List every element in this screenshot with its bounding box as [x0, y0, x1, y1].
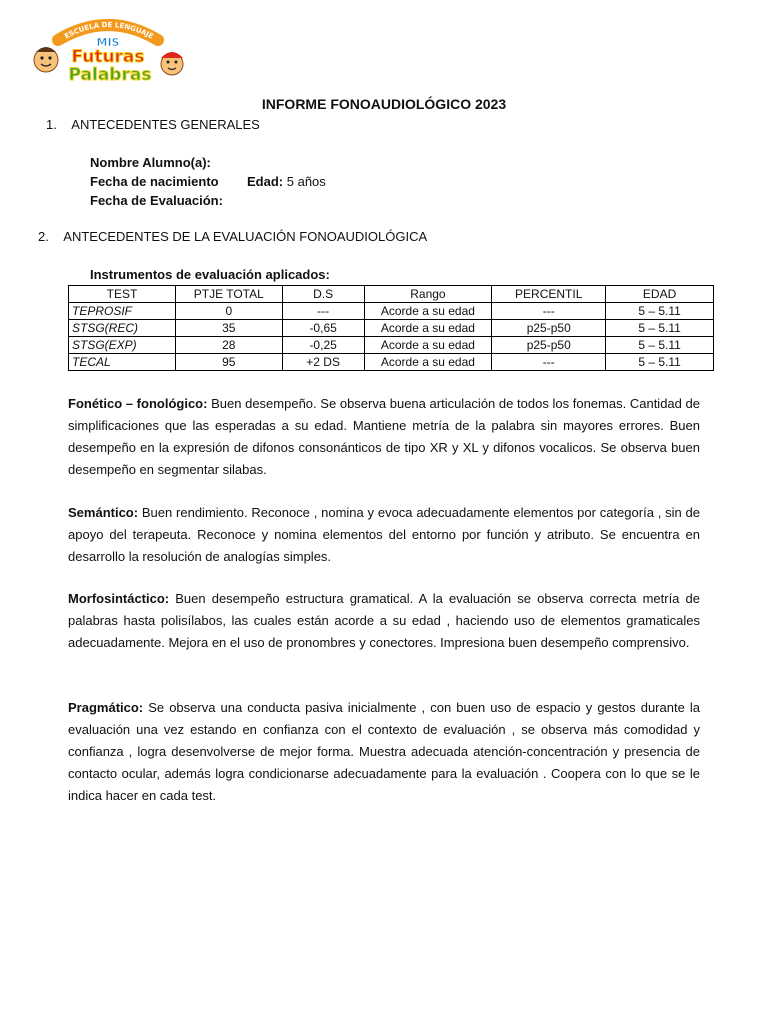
paragraph-label: Pragmático:: [68, 700, 144, 715]
table-header-cell: EDAD: [606, 286, 714, 303]
paragraph-semantico: [68, 502, 700, 568]
table-header-cell: D.S: [282, 286, 364, 303]
school-logo-graphic: [30, 16, 186, 86]
paragraph-text: Buen desempeño. Se observa buena articulación de todos los fonemas. Cantidad de simplificaciones que las esperadas a su edad. Mantiene metría de la palabra sin mayores errores. Buen desempeño en la expresión de difonos consonánticos de tipo XR y XL y difonos vocalicos. Se observa buen desempeño en segmentar silabas.: [68, 396, 700, 477]
paragraph-label: Semántico:: [68, 505, 139, 520]
table-cell: -0,65: [282, 320, 364, 337]
table-header-cell: TEST: [69, 286, 176, 303]
field-edad: [247, 174, 326, 189]
table-cell: 5 – 5.11: [606, 303, 714, 320]
table-cell: 5 – 5.11: [606, 320, 714, 337]
field-fecha-evaluacion: Fecha de Evaluación:: [90, 193, 223, 208]
table-header-cell: PERCENTIL: [492, 286, 606, 303]
table-cell-test: TEPROSIF: [69, 303, 176, 320]
logo-line1: MIS: [96, 36, 120, 49]
table-cell: ---: [282, 303, 364, 320]
table-cell: ---: [492, 303, 606, 320]
table-row: [69, 320, 714, 337]
school-logo: [30, 16, 186, 86]
table-row: [69, 354, 714, 371]
table-cell: -0,25: [282, 337, 364, 354]
table-cell-test: TECAL: [69, 354, 176, 371]
section-1-heading: 1. ANTECEDENTES GENERALES: [46, 117, 260, 132]
paragraph-morfosintactico: [68, 588, 700, 654]
paragraph-text: Se observa una conducta pasiva inicialmente , con buen uso de espacio y gestos durante la evaluación una vez estando en confianza con el contexto de evaluación , se observa más comodidad y confianza , logra desenvolverse de mejor forma. Muestra adecuada atención-concentración y presencia de contacto ocular, además logra condicionarse adecuadamente para la evaluación . Coopera con lo que se le indica hacer en cada test.: [68, 700, 700, 803]
table-cell-test: STSG(REC): [69, 320, 176, 337]
logo-arc-text: ESCUELA DE LENGUAJE: [63, 20, 155, 41]
instrumentos-label: Instrumentos de evaluación aplicados:: [90, 267, 330, 282]
table-header-cell: PTJE TOTAL: [175, 286, 282, 303]
paragraph-label: Morfosintáctico:: [68, 591, 170, 606]
paragraph-text: Buen rendimiento. Reconoce , nomina y evoca adecuadamente elementos por categoría , sin de apoyo del terapeuta. Reconoce y nomina elementos del entorno por función y atributo. Se encuentra en desarrollo la resolución de analogías simples.: [68, 505, 700, 564]
paragraph-pragmatico: [68, 697, 700, 807]
table-header-row: [69, 286, 714, 303]
field-nombre: Nombre Alumno(a):: [90, 155, 211, 170]
table-cell: 5 – 5.11: [606, 337, 714, 354]
table-cell: p25-p50: [492, 320, 606, 337]
paragraph-label: Fonético – fonológico:: [68, 396, 208, 411]
table-cell: 0: [175, 303, 282, 320]
paragraph-fonetico: [68, 393, 700, 481]
edad-label: Edad:: [247, 174, 284, 189]
table-cell: p25-p50: [492, 337, 606, 354]
table-row: [69, 337, 714, 354]
paragraph-text: Buen desempeño estructura gramatical. A la evaluación se observa correcta metría de palabras hasta polisílabos, las cuales están acorde a su edad , haciendo uso de elementos gramaticales adecuadamente. Mejora en el uso de pronombres y conectores. Impresiona buen desempeño comprensivo.: [68, 591, 700, 650]
table-cell: ---: [492, 354, 606, 371]
logo-line2: Futuras: [71, 47, 145, 67]
table-cell: 95: [175, 354, 282, 371]
report-title: INFORME FONOAUDIOLÓGICO 2023: [261, 96, 507, 112]
table-cell: 5 – 5.11: [606, 354, 714, 371]
table-cell: Acorde a su edad: [364, 320, 492, 337]
table-cell: Acorde a su edad: [364, 354, 492, 371]
table-header-cell: Rango: [364, 286, 492, 303]
instruments-table: [68, 285, 714, 371]
table-cell: 35: [175, 320, 282, 337]
table-cell: 28: [175, 337, 282, 354]
field-fecha-nacimiento: Fecha de nacimiento: [90, 174, 219, 189]
logo-line3: Palabras: [68, 65, 152, 85]
table-cell: +2 DS: [282, 354, 364, 371]
table-cell-test: STSG(EXP): [69, 337, 176, 354]
table-row: [69, 303, 714, 320]
table-cell: Acorde a su edad: [364, 337, 492, 354]
edad-value: 5 años: [286, 174, 326, 189]
section-2-heading: 2. ANTECEDENTES DE LA EVALUACIÓN FONOAUDIOLÓGICA: [38, 229, 428, 244]
table-cell: Acorde a su edad: [364, 303, 492, 320]
